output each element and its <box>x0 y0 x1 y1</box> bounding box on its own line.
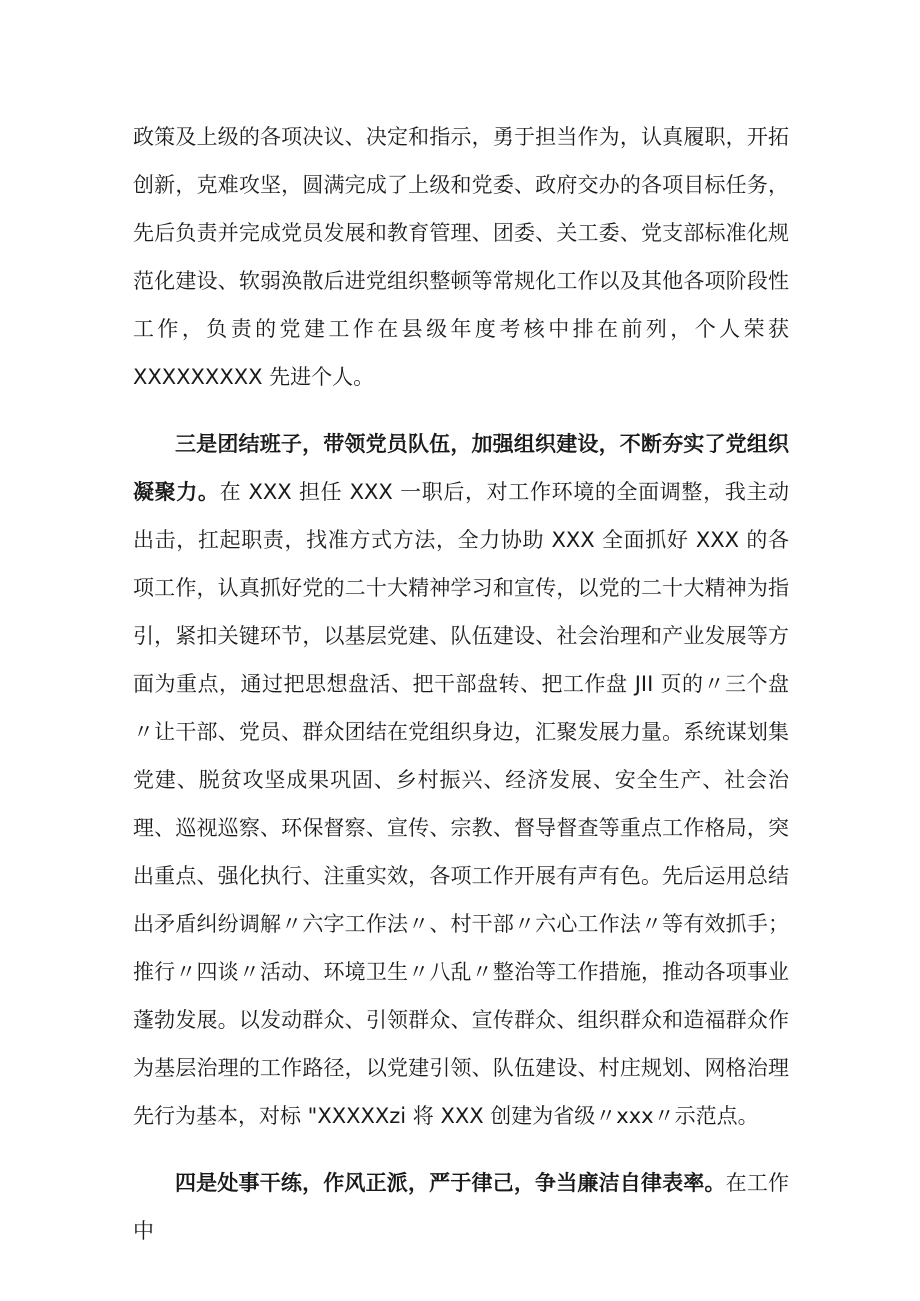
paragraph-lead: 四是处事干练，作风正派，严于律己，争当廉洁自律表率。 <box>175 1171 726 1195</box>
paragraph-text: 在 XXX 担任 XXX 一职后，对工作环境的全面调整，我主动出击，扛起职责，找准方式方法，全力协助 XXX 全面抓好 XXX 的各项工作，认真抓好党的二十大精神学习和宣传，以党的二十大精神为指引，紧扣关键环节，以基层党建、队伍建设、社会治理和产业发展等方面为重点，通过把思想盘活、把干部盘转、把工作盘 JII 页的〃三个盘〃让干部、党员、群众团结在党组织身边，汇聚发展力量。系统谋划集党建、脱贫攻坚成果巩固、乡村振兴、经济发展、安全生产、社会治理、巡视巡察、环保督察、宣传、宗教、督导督查等重点工作格局，突出重点、强化执行、注重实效，各项工作开展有声有色。先后运用总结出矛盾纠纷调解〃六字工作法〃、村干部〃六心工作法〃等有效抓手；推行〃四谈〃活动、环境卫生〃八乱〃整治等工作措施，推动各项事业蓬勃发展。以发动群众、引领群众、宣传群众、组织群众和造福群众作为基层治理的工作路径，以党建引领、队伍建设、村庄规划、网格治理先行为基本，对标 "XXXXXzi 将 XXX 创建为省级〃xxx〃示范点。 <box>133 480 789 1128</box>
paragraph-three <box>133 420 789 1140</box>
document-body <box>133 113 789 1274</box>
paragraph-text: 政策及上级的各项决议、决定和指示，勇于担当作为，认真履职，开拓创新，克难攻坚，圆满完成了上级和党委、政府交办的各项目标任务，先后负责并完成党员发展和教育管理、团委、关工委、党支部标准化规范化建设、软弱涣散后进党组织整顿等常规化工作以及其他各项阶段性工作，负责的党建工作在县级年度考核中排在前列，个人荣获 XXXXXXXXX 先进个人。 <box>133 125 789 389</box>
paragraph-continuation <box>133 113 789 401</box>
paragraph-text: 在工作中 <box>133 1171 789 1243</box>
paragraph-four <box>133 1159 789 1255</box>
paragraph-lead: 三是团结班子，带领党员队伍，加强组织建设，不断夯实了党组织凝聚力。 <box>133 432 789 504</box>
